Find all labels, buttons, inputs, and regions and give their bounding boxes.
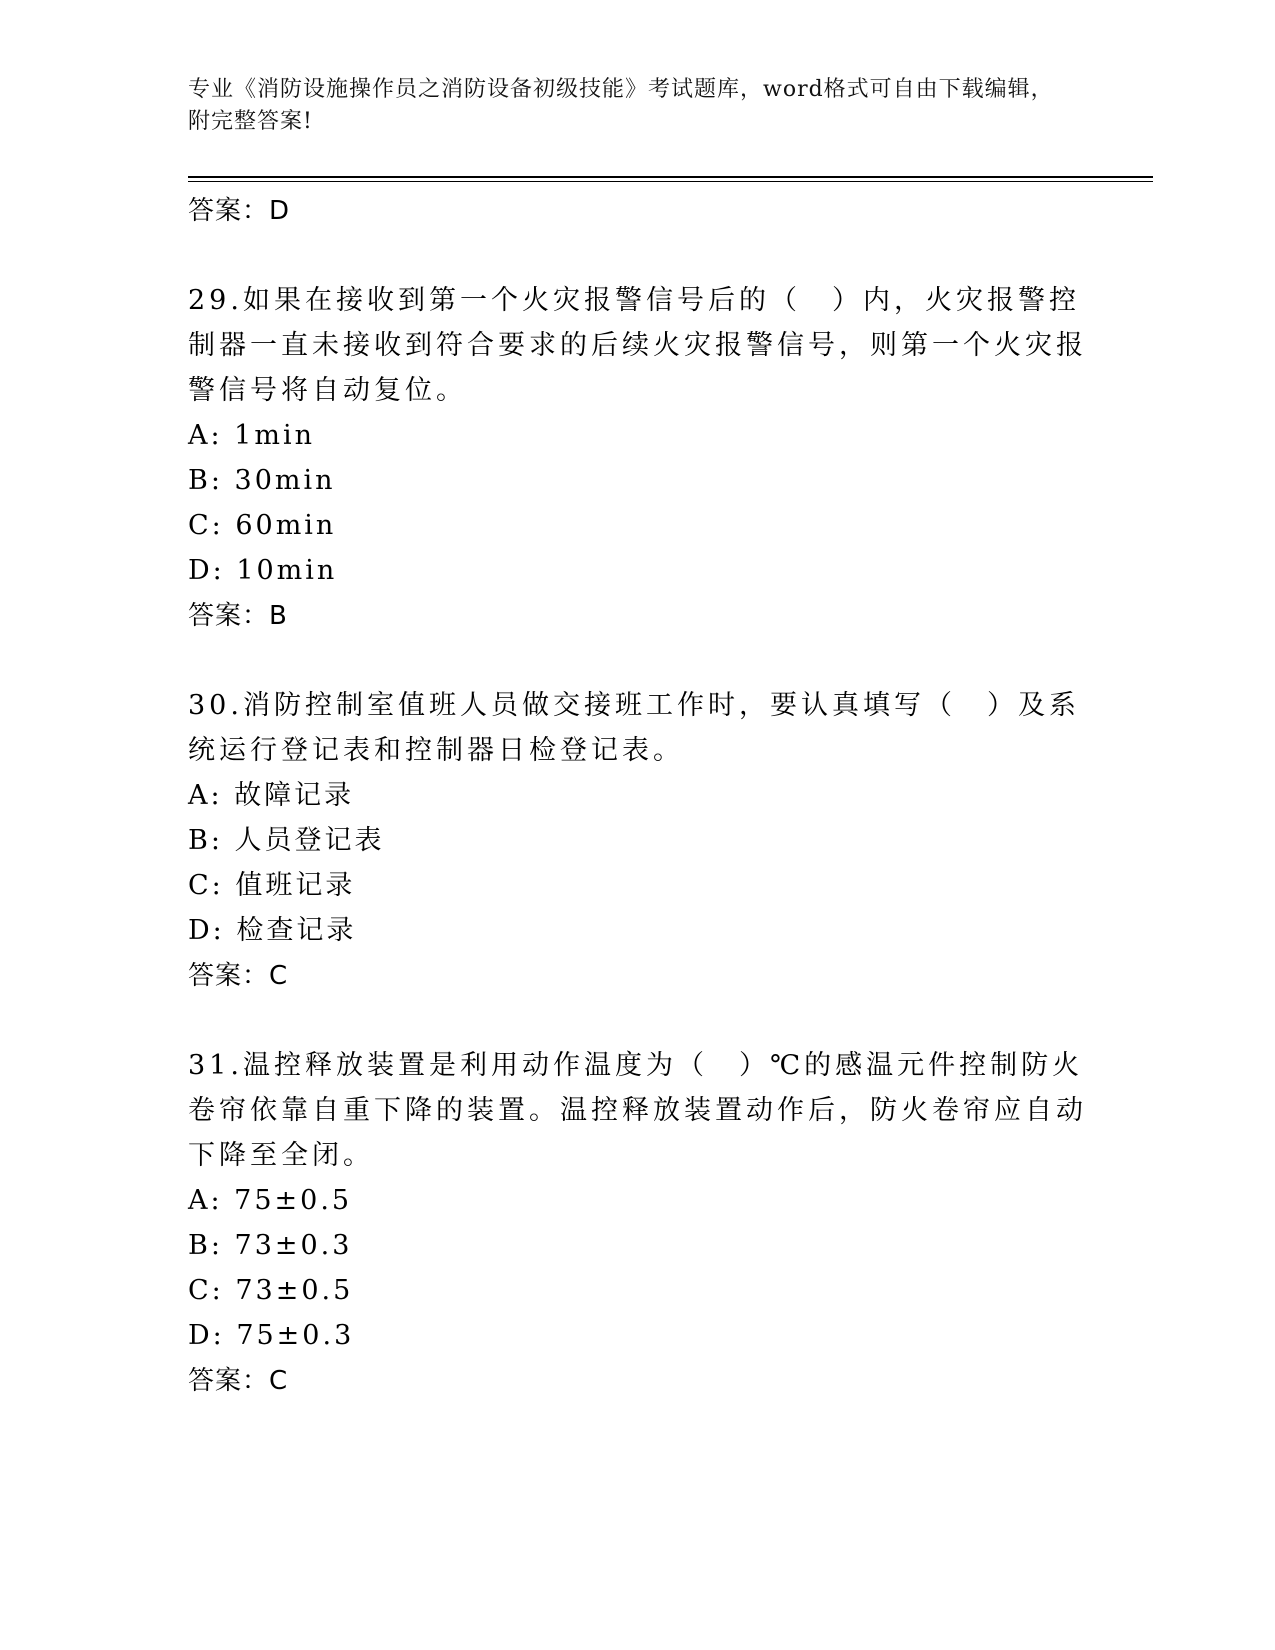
header-rule	[188, 176, 1153, 178]
question-stem: 29.如果在接收到第一个火灾报警信号后的（ ）内，火灾报警控制器一直未接收到符合要求的后续火灾报警信号，则第一个火灾报警信号将自动复位。	[188, 285, 1087, 406]
question-30	[188, 683, 1088, 999]
answer: 答案：B	[188, 601, 288, 631]
question-list	[188, 188, 1088, 1404]
option-d: D: 10min	[188, 555, 338, 586]
answer: 答案：C	[188, 961, 289, 991]
question-stem: 31.温控释放装置是利用动作温度为（ ）℃的感温元件控制防火卷帘依靠自重下降的装置。温控释放装置动作后，防火卷帘应自动下降至全闭。	[188, 1050, 1087, 1171]
question-31	[188, 1043, 1088, 1404]
answer: 答案：C	[188, 1366, 289, 1396]
header-rule-thin	[188, 181, 1153, 182]
previous-answer: 答案：D	[188, 196, 291, 226]
option-a: A: 故障记录	[188, 780, 355, 811]
option-d: D: 检查记录	[188, 915, 357, 946]
document-header: 专业《消防设施操作员之消防设备初级技能》考试题库，word格式可自由下载编辑，附完整答案!	[188, 77, 1054, 134]
option-a: A: 75±0.5	[188, 1185, 353, 1216]
option-c: C: 60min	[188, 510, 337, 541]
option-b: B: 人员登记表	[188, 825, 385, 856]
question-29	[188, 278, 1088, 639]
option-c: C: 73±0.5	[188, 1275, 354, 1306]
option-c: C: 值班记录	[188, 870, 356, 901]
question-stem: 30.消防控制室值班人员做交接班工作时，要认真填写（ ）及系统运行登记表和控制器日检登记表。	[188, 690, 1080, 766]
option-d: D: 75±0.3	[188, 1320, 355, 1351]
option-b: B: 30min	[188, 465, 336, 496]
option-a: A: 1min	[188, 420, 315, 451]
option-b: B: 73±0.3	[188, 1230, 353, 1261]
